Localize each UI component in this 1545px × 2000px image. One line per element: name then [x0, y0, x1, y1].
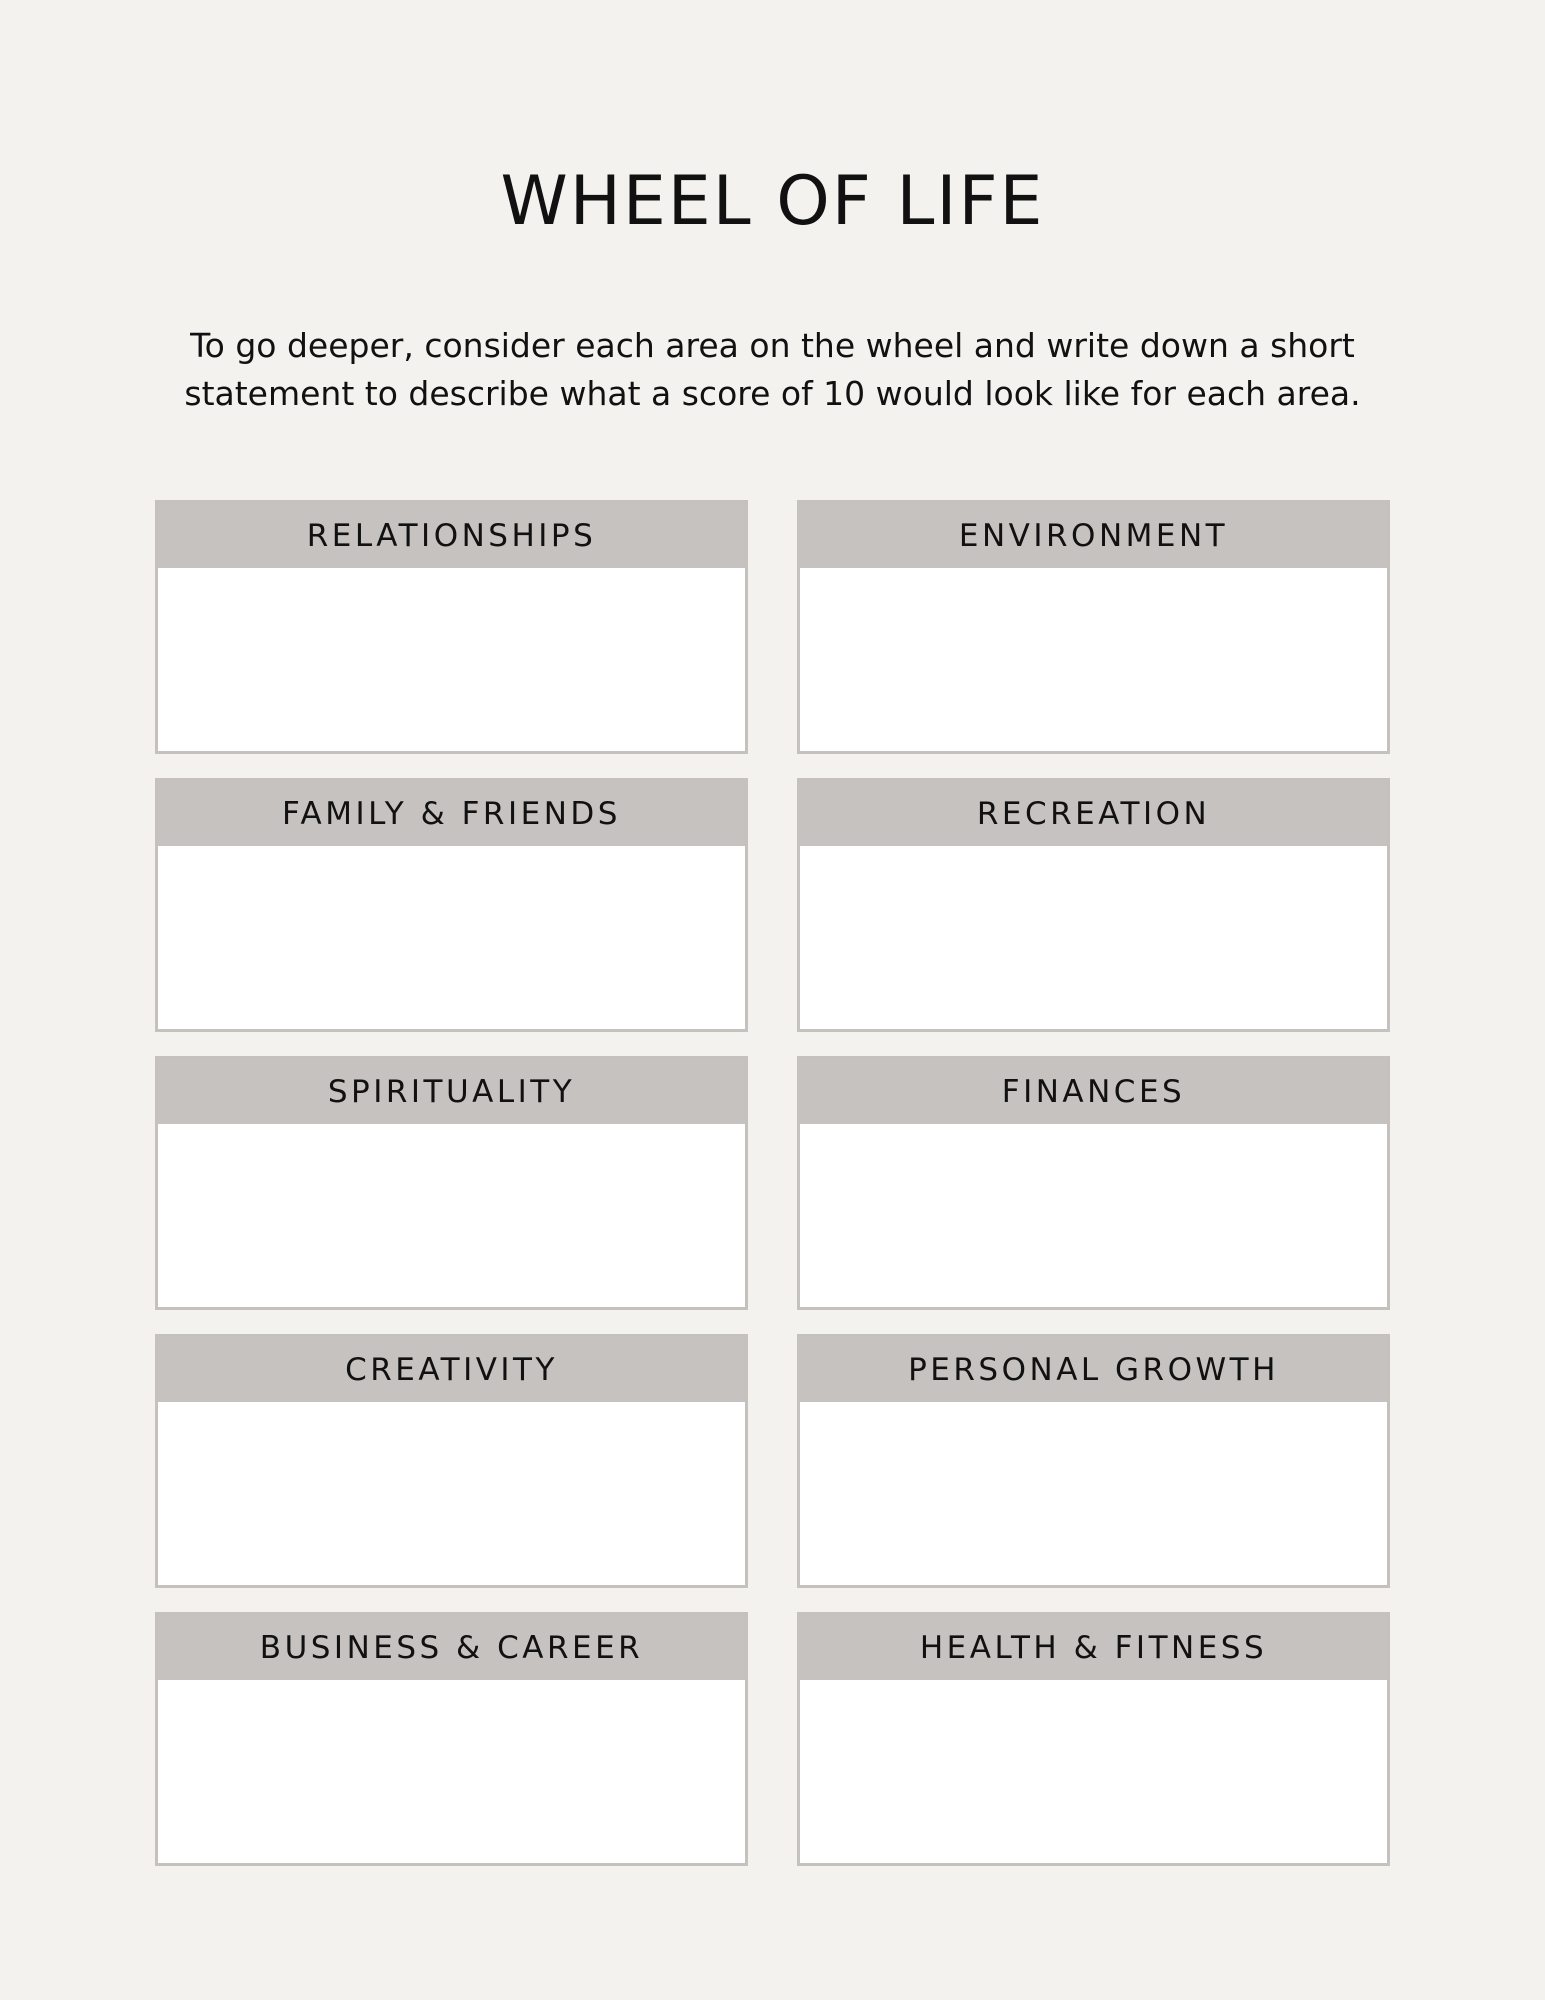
- area-card-personal-growth: [797, 1334, 1390, 1588]
- area-grid: [155, 500, 1390, 1866]
- statement-box[interactable]: [800, 1402, 1387, 1585]
- area-card-environment: [797, 500, 1390, 754]
- area-label: RELATIONSHIPS: [158, 503, 745, 568]
- area-card-relationships: [155, 500, 748, 754]
- area-card-recreation: [797, 778, 1390, 1032]
- area-label: ENVIRONMENT: [800, 503, 1387, 568]
- statement-box[interactable]: [800, 568, 1387, 751]
- statement-box[interactable]: [158, 846, 745, 1029]
- area-card-creativity: [155, 1334, 748, 1588]
- statement-box[interactable]: [800, 1124, 1387, 1307]
- area-label: HEALTH & FITNESS: [800, 1615, 1387, 1680]
- area-card-business-career: [155, 1612, 748, 1866]
- area-label: SPIRITUALITY: [158, 1059, 745, 1124]
- area-card-finances: [797, 1056, 1390, 1310]
- statement-box[interactable]: [800, 1680, 1387, 1863]
- area-label: FINANCES: [800, 1059, 1387, 1124]
- statement-box[interactable]: [158, 568, 745, 751]
- intro-text: To go deeper, consider each area on the wheel and write down a short statement to describe what a score of 10 would look like for each area.: [184, 326, 1361, 413]
- statement-box[interactable]: [158, 1402, 745, 1585]
- area-card-health-fitness: [797, 1612, 1390, 1866]
- area-label: PERSONAL GROWTH: [800, 1337, 1387, 1402]
- area-card-spirituality: [155, 1056, 748, 1310]
- area-label: FAMILY & FRIENDS: [158, 781, 745, 846]
- page-title: WHEEL OF LIFE: [500, 162, 1045, 241]
- area-label: CREATIVITY: [158, 1337, 745, 1402]
- statement-box[interactable]: [158, 1124, 745, 1307]
- statement-box[interactable]: [800, 846, 1387, 1029]
- area-label: BUSINESS & CAREER: [158, 1615, 745, 1680]
- statement-box[interactable]: [158, 1680, 745, 1863]
- area-label: RECREATION: [800, 781, 1387, 846]
- area-card-family-friends: [155, 778, 748, 1032]
